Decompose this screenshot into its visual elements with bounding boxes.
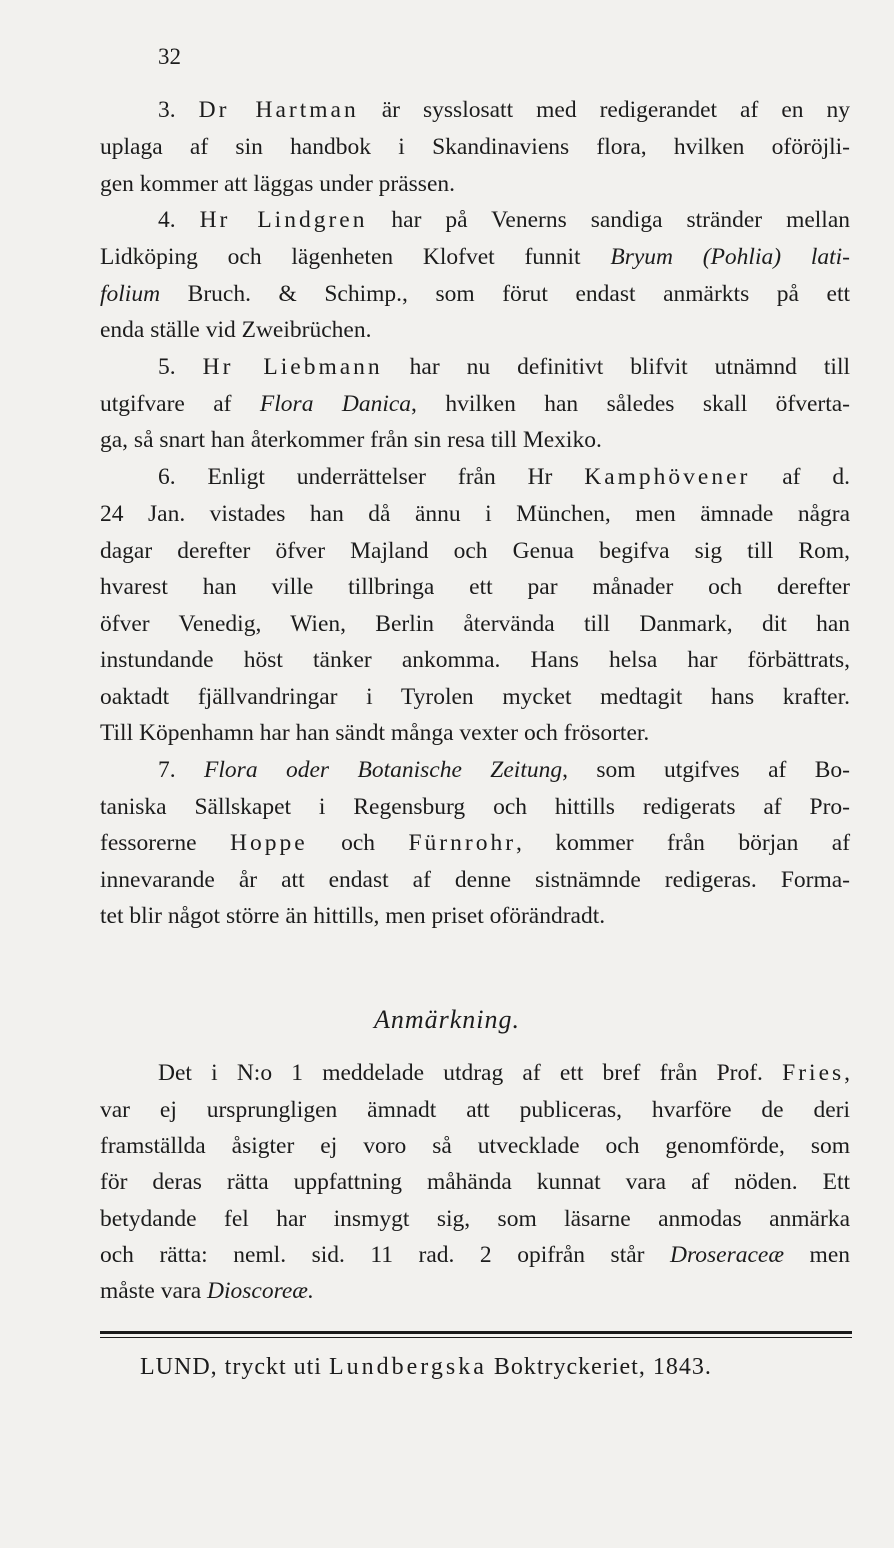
- item-5-number: 5.: [158, 354, 176, 380]
- item-7-line-2: taniska Sällskapet i Regensburg och hittills redigerats af Pro-: [100, 794, 850, 820]
- item-6-line-4: hvarest han ville tillbringa ett par månader och derefter: [100, 574, 850, 600]
- item-7-line-5: tet blir något större än hittills, men priset oförändradt.: [100, 903, 606, 929]
- note-line-1: Det i N:o 1 meddelade utdrag af ett bref från Prof. Fries,: [158, 1060, 851, 1086]
- item-6-line-5: öfver Venedig, Wien, Berlin återvända till Danmark, dit han: [100, 611, 850, 637]
- note-line-4: för deras rätta uppfattning måhända kunnat vara af nöden. Ett: [100, 1169, 850, 1195]
- note-name: Fries: [782, 1060, 845, 1086]
- note-line-5: betydande fel har insmygt sig, som läsarne anmodas anmärka: [100, 1206, 850, 1232]
- note-line-2: var ej ursprungligen ämnadt att publiceras, hvarföre de deri: [100, 1097, 850, 1123]
- item-5-line-1: 5. Hr Liebmann har nu definitivt blifvit utnämnd till: [158, 354, 851, 380]
- item-6-name: Kamphövener: [584, 464, 751, 490]
- note-line-6: och rätta: neml. sid. 11 rad. 2 opifrån står Droseraceæ men: [100, 1242, 851, 1268]
- item-3-line-1: 3. Dr Hartman är sysslosatt med redigerandet af en ny: [158, 97, 851, 123]
- item-6-line-8: Till Köpenhamn har han sändt många vexter och frösorter.: [100, 720, 650, 746]
- editor-name-2: Fürnrohr: [408, 830, 517, 856]
- item-4-line-4: enda ställe vid Zweibrüchen.: [100, 317, 372, 343]
- item-5-line-3: ga, så snart han återkommer från sin resa till Mexiko.: [100, 427, 602, 453]
- item-7-line-1: 7. Flora oder Botanische Zeitung, som utgifves af Bo-: [158, 757, 851, 783]
- item-6-line-1: 6. Enligt underrättelser från Hr Kamphövener af d.: [158, 464, 851, 490]
- page-number: 32: [158, 44, 181, 69]
- printer-name: Lundbergska: [328, 1354, 487, 1380]
- item-4-line-3: folium Bruch. & Schimp., som förut endast anmärkts på ett: [100, 281, 851, 307]
- item-5-line-2: utgifvare af Flora Danica, hvilken han således skall öfverta-: [100, 391, 851, 417]
- item-3-line-3: gen kommer att läggas under prässen.: [100, 171, 456, 197]
- note-heading: Anmärkning.: [373, 1005, 521, 1034]
- item-6-line-6: instundande höst tänker ankomma. Hans helsa har förbättrats,: [100, 647, 850, 673]
- editor-name-1: Hoppe: [230, 830, 308, 856]
- item-3-number: 3.: [158, 97, 176, 123]
- item-6-line-3: dagar derefter öfver Majland och Genua begifva sig till Rom,: [100, 538, 850, 564]
- work-title: Flora Danica: [259, 391, 412, 417]
- item-6-line-7: oaktadt fjällvandringar i Tyrolen mycket medtagit hans krafter.: [100, 684, 850, 710]
- note-line-3: framställda åsigter ej voro så utvecklade och genomförde, som: [100, 1133, 850, 1159]
- imprint: LUND, tryckt uti Lundbergska Boktryckeriet, 1843.: [140, 1354, 712, 1380]
- double-rule-top: [100, 1331, 852, 1334]
- item-7-number: 7.: [158, 757, 176, 783]
- item-6-number: 6.: [158, 464, 176, 490]
- item-6-line-2: 24 Jan. vistades han då ännu i München, men ämnade några: [100, 501, 850, 527]
- item-3-line-2: uplaga af sin handbok i Skandinaviens flora, hvilken oföröjli-: [100, 134, 850, 160]
- note-line-7: måste vara Dioscoreæ.: [100, 1278, 314, 1304]
- journal-title: Flora oder Botanische Zeitung: [204, 757, 563, 783]
- item-5-name: Hr Liebmann: [202, 354, 383, 380]
- item-7-line-3: fessorerne Hoppe och Fürnrohr, kommer från början af: [100, 830, 851, 856]
- item-4-number: 4.: [158, 207, 176, 233]
- double-rule-bottom: [100, 1337, 852, 1338]
- item-4-line-2: Lidköping och lägenheten Klofvet funnit Bryum (Pohlia) lati-: [100, 244, 850, 270]
- item-4-line-1: 4. Hr Lindgren har på Venerns sandiga stränder mellan: [158, 207, 851, 233]
- item-3-name: Dr Hartman: [198, 97, 359, 123]
- item-7-line-4: innevarande år att endast af denne sistnämnde redigeras. Forma-: [100, 867, 850, 893]
- species-name: Bryum (Pohlia) lati-: [610, 244, 850, 270]
- item-4-name: Hr Lindgren: [199, 207, 368, 233]
